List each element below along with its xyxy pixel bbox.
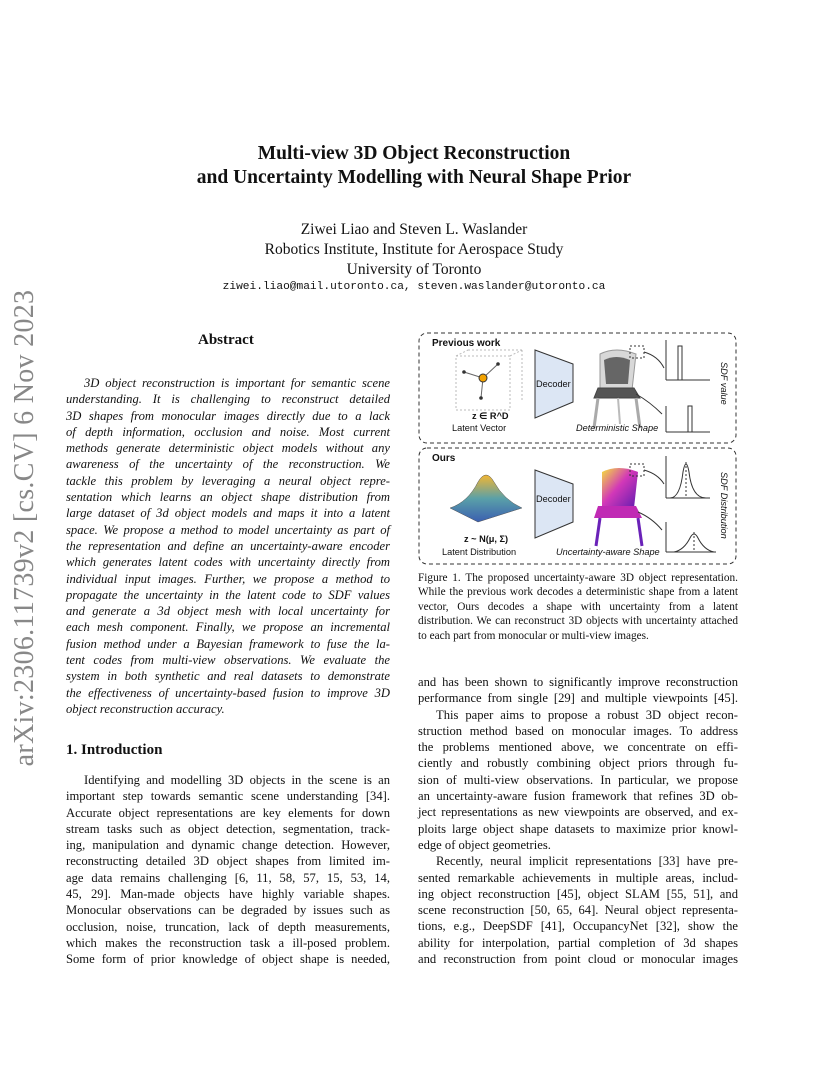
- intro-lines-line: important step towards semantic scene understanding [34].: [66, 789, 390, 804]
- author-emails[interactable]: ziwei.liao@mail.utoronto.ca, steven.waslander@utoronto.ca: [222, 281, 606, 293]
- intro-lines-line: Monocular observations can be degraded by issues such as: [66, 903, 390, 918]
- panel-previous-label: Previous work: [432, 338, 501, 349]
- intro-lines-line: stream tasks such as object detection, segmentation, track-: [66, 821, 390, 836]
- abstract-lines-line: the representation and define an uncertainty-aware encoder: [66, 538, 390, 553]
- sdf-spike-bottom: [688, 406, 692, 432]
- figure-1: [418, 332, 738, 566]
- gaussian-surface-icon: [450, 475, 522, 522]
- abstract-lines-line: large dataset of 3d object models and maps it into a latent: [66, 506, 390, 521]
- abstract-lines-line: propagate the uncertainty in the latent code to SDF values: [66, 587, 390, 602]
- right-lines-line: and reconstruction from point cloud or monocular images: [418, 952, 738, 967]
- decoder-label-bottom: Decoder: [536, 494, 571, 504]
- right-lines-line: ability for interpolation, partial completion of 3d shapes: [418, 935, 738, 950]
- intro-lines-line: Some form of prior knowledge of object shape is needed,: [66, 952, 390, 967]
- authors: Ziwei Liao and Steven L. Waslander: [300, 221, 528, 238]
- latent-cube-icon: [456, 350, 522, 410]
- right-lines-line: an uncertainty-aware fusion framework that refines 3D ob-: [418, 789, 738, 804]
- abstract-lines-line: understanding. It is challenging to reconstruct detailed: [66, 392, 390, 407]
- intro-lines-line: ing, manipulation and dynamic change detection. However,: [66, 838, 390, 853]
- latent-vector-formula: z ∈ R^D: [472, 411, 509, 421]
- sdf-value-label: SDF value: [719, 362, 729, 405]
- arxiv-id: arXiv:2306.11739v2 [cs.CV] 6 Nov 2023: [9, 289, 40, 767]
- right-lines-line: struction method based on monocular images. To address: [418, 723, 738, 738]
- abstract-lines-line: methods generate deterministic object models without any: [66, 441, 390, 456]
- sdf-gaussian-top: [670, 464, 706, 498]
- right-lines-line: This paper aims to propose a robust 3D object recon-: [436, 707, 738, 722]
- intro-lines-line: Identifying and modelling 3D objects in the scene is an: [84, 773, 390, 787]
- abstract-lines-line: sentation which learns an object shape distribution from: [66, 490, 390, 505]
- intro-lines-line: Accurate object representations are key elements for down: [66, 805, 390, 820]
- intro-lines-line: age data remains challenging [6, 11, 58, 57, 15, 53, 14,: [66, 870, 390, 885]
- intro-heading: 1. Introduction: [66, 742, 163, 758]
- intro-lines-line: which makes the reconstruction task a ill-posed problem.: [66, 935, 390, 950]
- deterministic-label: Deterministic Shape: [576, 423, 659, 433]
- right-lines-line: sented remarkable achievements in multiple areas, includ-: [418, 870, 738, 885]
- abstract-lines-line: 3D object reconstruction is important for semantic scene: [84, 376, 390, 390]
- title-line-1: Multi-view 3D Object Reconstruction: [257, 143, 571, 164]
- right-lines-line: edge of object geometries.: [418, 837, 551, 852]
- latent-vector-label: Latent Vector: [452, 423, 507, 433]
- decoder-label-top: Decoder: [536, 379, 571, 389]
- affiliation-2: University of Toronto: [346, 261, 482, 278]
- abstract-lines-line: the effectiveness of uncertainty-based fusion to improve 3D: [66, 685, 390, 700]
- abstract-lines-line: system in both synthetic and real datasets to demonstrate: [66, 669, 390, 684]
- abstract-lines-line: individual input images. Further, we propose a method to: [66, 571, 390, 586]
- right-lines-line: ject representations as new viewpoints are observed, and ex-: [418, 805, 738, 820]
- right-lines-line: the problems mentioned above, we concentrate on effi-: [418, 740, 738, 755]
- right-lines-line: sion of multi-view observations. In particular, we propose: [418, 772, 738, 787]
- intro-lines-line: 45, 29]. Man-made objects have highly variable shapes.: [66, 887, 390, 902]
- right-column-body: [418, 674, 738, 967]
- chair-uncertainty-icon: [594, 468, 642, 546]
- latent-dist-formula: z ~ N(μ, Σ): [464, 534, 509, 544]
- sdf-spike-top: [678, 346, 682, 380]
- intro-lines-line: reconstructing detailed 3D object shapes from limited im-: [66, 854, 390, 869]
- right-lines-line: ing object reconstruction [45], object SLAM [55, 51], and: [418, 886, 738, 901]
- uncertainty-label: Uncertainty-aware Shape: [556, 547, 660, 557]
- chair-grey-icon: [594, 350, 640, 428]
- abstract-lines-line: of depth information, occlusion and noise. Most current: [66, 424, 390, 439]
- right-lines-line: and has been shown to significantly improve reconstruction: [418, 675, 738, 689]
- abstract-lines-line: object reconstruction accuracy.: [66, 701, 225, 716]
- author-block: [0, 220, 828, 280]
- abstract-lines-line: tent codes from multi-view observations. We evaluate the: [66, 653, 390, 668]
- figure-caption: Figure 1. The proposed uncertainty-aware 3D object representation. While the previous work decodes a deterministic shape from a latent vector, Ours decodes a shape with uncertainty from a latent distribution. We can reconstruct 3D objects with uncertainty attached to each part from monocular or multi-view images.: [418, 572, 738, 642]
- abstract-lines-line: 3D shapes from monocular images directly due to a lack: [66, 408, 390, 423]
- right-lines-line: ploits large object shape datasets to maximize prior knowl-: [418, 821, 738, 836]
- abstract-lines-line: each mesh component. Finally, we propose an incremental: [66, 620, 390, 635]
- right-lines-line: tions, e.g., DeepSDF [41], OccupancyNet [32], show the: [418, 919, 738, 934]
- abstract-lines-line: tackle this problem by leveraging a neural object repre-: [66, 473, 390, 488]
- abstract-lines-line: which generates latent codes with uncertainty directly from: [66, 555, 390, 570]
- abstract-lines-line: awareness of the uncertainty of the reconstruction. We: [66, 457, 390, 472]
- arxiv-stamp: [4, 289, 46, 767]
- abstract-lines-line: space. We propose a method to model uncertainty as part of: [66, 522, 390, 537]
- latent-dist-label: Latent Distribution: [442, 547, 517, 557]
- sdf-dist-label: SDF Distribution: [719, 472, 729, 539]
- affiliation-1: Robotics Institute, Institute for Aerospace Study: [264, 241, 564, 258]
- intro-body: [66, 772, 390, 968]
- decoder-bottom: [535, 470, 573, 538]
- abstract-lines-line: and generate a 3d object mesh with local uncertainty for: [66, 604, 390, 619]
- panel-ours-label: Ours: [432, 453, 456, 464]
- right-lines-line: scene reconstruction [50, 65, 64]. Neural object representa-: [418, 903, 738, 918]
- paper-title: [0, 142, 828, 190]
- right-lines-line: performance from single [29] and multiple viewpoints [45].: [418, 691, 738, 706]
- abstract-body: [66, 375, 390, 717]
- right-lines-line: ciently and robustly combining object priors through fu-: [418, 756, 738, 771]
- intro-lines-line: occlusion, noise, truncation, lack of depth measurements,: [66, 919, 390, 934]
- right-lines-line: Recently, neural implicit representations [33] have pre-: [436, 854, 738, 869]
- title-line-2: and Uncertainty Modelling with Neural Shape Prior: [196, 167, 632, 188]
- abstract-heading: Abstract: [198, 332, 254, 348]
- abstract-lines-line: fusion method under a Bayesian framework to fuse the la-: [66, 636, 390, 651]
